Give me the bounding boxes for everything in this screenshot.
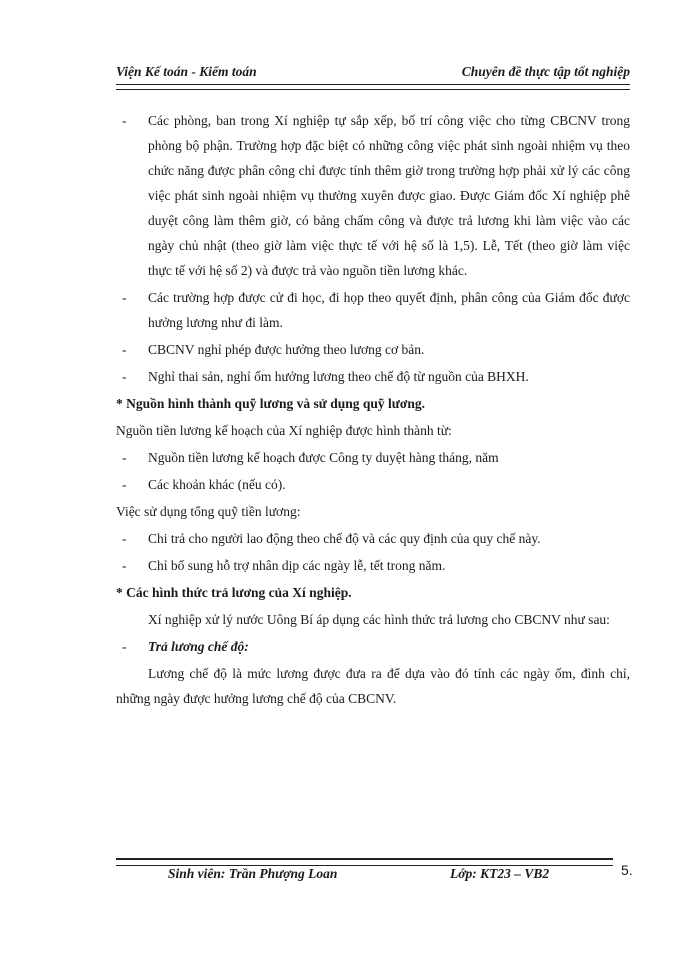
footer-class: Lớp: KT23 – VB2	[450, 866, 550, 881]
bullet-dash: -	[122, 450, 127, 465]
list-item	[116, 634, 630, 659]
list-item-text: Chi trả cho người lao động theo chế độ và các quy định của quy chế này.	[148, 531, 541, 546]
bullet-dash: -	[122, 531, 127, 546]
paragraph: Xí nghiệp xử lý nước Uông Bí áp dụng các hình thức trả lương cho CBCNV như sau:	[148, 612, 610, 627]
bullet-dash: -	[122, 369, 127, 384]
bullet-dash: -	[122, 477, 127, 492]
bullet-dash: -	[122, 342, 127, 357]
document-body	[116, 108, 630, 713]
bullet-dash: -	[122, 558, 127, 573]
section-heading: * Các hình thức trả lương của Xí nghiệp.	[116, 585, 352, 600]
list-item-text: Nguồn tiền lương kế hoạch được Công ty duyệt hàng tháng, năm	[148, 450, 499, 465]
list-item-text: Nghỉ thai sản, nghỉ ốm hưởng lương theo chế độ từ nguồn của BHXH.	[148, 369, 529, 384]
paragraph: Lương chế độ là mức lương được đưa ra để dựa vào đó tính các ngày ốm, đình chỉ, những ngày được hưởng lương chế độ của CBCNV.	[116, 666, 630, 706]
list-item	[116, 285, 630, 335]
list-item-text: Chỉ bổ sung hỗ trợ nhân dịp các ngày lễ, tết trong năm.	[148, 558, 446, 573]
paragraph: Nguồn tiền lương kế hoạch của Xí nghiệp được hình thành từ:	[116, 423, 452, 438]
bullet-dash: -	[122, 639, 127, 654]
footer-student-name: Sinh viên: Trần Phượng Loan	[168, 866, 338, 881]
section-heading: * Nguồn hình thành quỹ lương và sử dụng quỹ lương.	[116, 396, 426, 411]
page-number: 5.	[621, 862, 633, 878]
header-report-title: Chuyên đề thực tập tốt nghiệp	[461, 64, 630, 79]
list-item	[116, 472, 630, 497]
bullet-dash: -	[122, 113, 127, 128]
list-item-text: Các trường hợp được cử đi học, đi họp theo quyết định, phân công của Giám đốc được hưởng lương như đi làm.	[148, 290, 630, 330]
bullet-dash: -	[122, 290, 127, 305]
list-item	[116, 553, 630, 578]
header-rule	[116, 84, 630, 90]
header-institute: Viện Kế toán - Kiểm toán	[116, 64, 257, 79]
list-item	[116, 364, 630, 389]
paragraph: Việc sử dụng tổng quỹ tiền lương:	[116, 504, 301, 519]
footer-rule	[116, 858, 613, 866]
page-header	[116, 64, 630, 80]
list-item-text: CBCNV nghỉ phép được hưởng theo lương cơ bản.	[148, 342, 425, 357]
list-item	[116, 526, 630, 551]
list-item	[116, 337, 630, 362]
list-item	[116, 108, 630, 283]
list-item	[116, 445, 630, 470]
list-item-text: Các khoản khác (nếu có).	[148, 477, 286, 492]
list-item-text: Các phòng, ban trong Xí nghiệp tự sắp xếp, bố trí công việc cho từng CBCNV trong phòng bộ phận. Trường hợp đặc biệt có những công việc phát sinh ngoài nhiệm vụ theo chức năng được phân công chỉ được tính thêm giờ trong trường hợp phải xử lý các công việc phát sinh ngoài nhiệm vụ thường xuyên được giao. Được Giám đốc Xí nghiệp phê duyệt công làm thêm giờ, có bảng chấm công và được trả lương khi làm việc vào các ngày chủ nhật (theo giờ làm việc thực tế với hệ số là 1,5). Lễ, Tết (theo giờ làm việc thực tế với hệ số 2) và được trả vào nguồn tiền lương khác.	[148, 113, 630, 278]
subsection-heading: Trả lương chế độ:	[148, 639, 249, 654]
